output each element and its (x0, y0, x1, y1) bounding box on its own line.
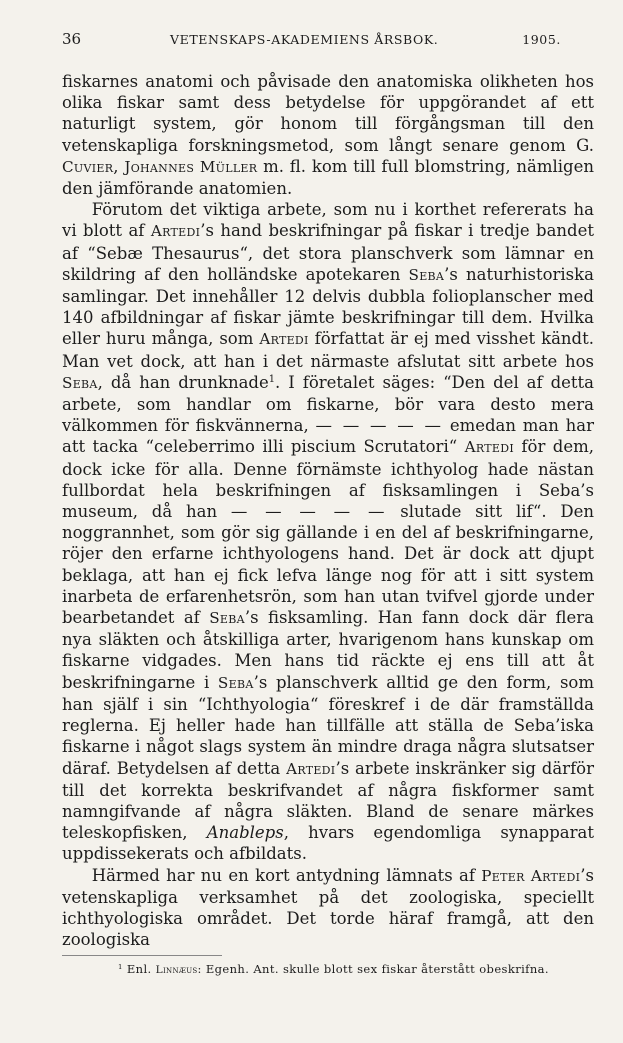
footnote-reference: 1 (268, 373, 276, 385)
footnote-mark: 1 (118, 962, 123, 971)
body-text (62, 71, 594, 950)
running-title: VETENSKAPS-AKADEMIENS ÅRSBOK. (170, 32, 439, 47)
paragraph-1: fiskarnes anatomi och påvisade den anatomiska olikheten hos olika fiskar samt dess betydelse för uppgörandet af ett naturligt system, gör honom till förgångsman till den vetenskapliga forskningsmetod, som långt senare genom G. Cuvier, Johannes Müller m. fl. kom till full blomstring, nämligen den jämförande anatomien. (62, 72, 594, 199)
running-header (62, 30, 561, 54)
footnote-rule (62, 955, 222, 956)
page-number: 36 (62, 30, 82, 48)
header-year: 1905. (522, 32, 561, 47)
paragraph-2: Förutom det viktiga arbete, som nu i korthet refererats ha vi blott af Artedi’s hand beskrifningar på fiskar i tredje bandet af “Sebæ Thesaurus“, det stora planschverk som lämnar en skildring af den holländske apotekaren Seba’s naturhistoriska samlingar. Det innehåller 12 delvis dubbla folioplanscher med 140 afbildningar af fiskar jämte beskrifningar till dem. Hvilka eller huru många, som Artedi författat är ej med visshet kändt. Man vet dock, att han i det närmaste afslutat sitt arbete hos Seba, då han drunknade$^1$. I företalet säges: “Den del af detta arbete, som handlar om fiskarne, bör vara desto mera välkommen för fiskvännerna, — — — — — emedan man har att tacka “celeberrimo illi piscium Scrutatori“ Artedi för dem, dock icke för alla. Denne förnämste ichthyolog hade nästan fullbordat hela beskrifningen af fisksamlingen i Seba’s museum, då han — — — — — slutade sitt lif“. Den noggrannhet, som gör sig gällande i en del af beskrifningarne, röjer den erfarne ichthyologens hand. Det är dock att djupt beklaga, att han ej fick lefva länge nog för att i sitt system inarbeta de erfarenhetsrön, som han utan tvifvel gjorde under bearbetandet af Seba’s fisksamling. Han fann dock där flera nya släkten och åtskilliga arter, hvarigenom hans kunskap om fiskarne vidgades. Men hans tid räckte ej ens till att åt beskrifningarne i Seba’s planschverk alltid ge den form, som han själf i sin “Ichthyologia“ föreskref i de där framställda reglerna. Ej heller hade han tillfälle att ställa de Seba’iska fiskarne i något slags system än mindre draga några slutsatser däraf. Betydelsen af detta Artedi’s arbete inskränker sig därför till det korrekta beskrifvandet af några fiskformer samt namngifvande af några släkten. Bland de senare märkes teleskopfisken, Anableps, hvars egendomliga synapparat uppdissekerats och afbildats. (62, 200, 595, 864)
footnote: $^1$ Enl. Linnæus: Egenh. Ant. skulle blott sex fiskar återstått obeskrifna. (118, 962, 549, 976)
paragraph-3: Härmed har nu en kort antydning lämnats af Peter Artedi’s vetenskapliga verksamhet på det zoologiska, speciellt ichthyologiska området. Det torde häraf framgå, att den zoologiska (62, 865, 594, 950)
species-name: Anableps (206, 823, 284, 843)
